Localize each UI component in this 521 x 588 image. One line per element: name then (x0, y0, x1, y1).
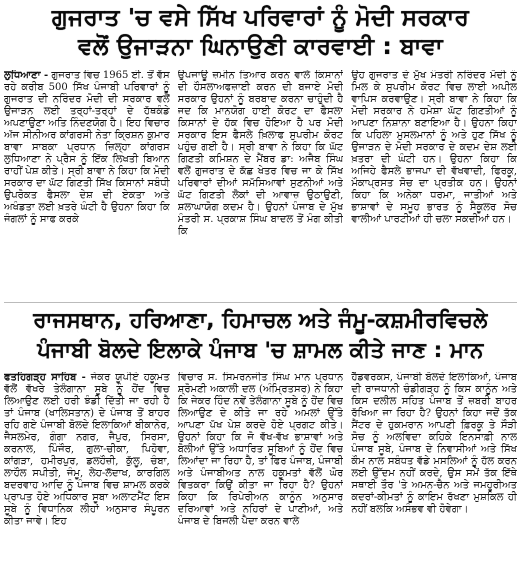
article1-body (4, 70, 517, 300)
article1-headline-line1: ਗੁਜਰਾਤ 'ਚ ਵਸੇ ਸਿੱਖ ਪਰਿਵਾਰਾਂ ਨੂੰ ਮੋਦੀ ਸਰਕਾਰ (51, 5, 470, 31)
article1-col3-text: ਉਹ ਗੁਜਰਾਤ ਦੇ ਮੁੱਖ ਮੰਤਰੀ ਨਰਿੰਦਰ ਮੋਦੀ ਨੂੰ ਮਿਲ ਕੇ ਸੁਪਰੀਮ ਕੋਰਟ ਵਿਚ ਲਾਈ ਅਪੀਲ ਵਾਪਿਸ ਕਰਵਾਉਣ। ਸ੍ਰੀ ਬਾਵਾ ਨੇ ਕਿਹਾ ਕਿ ਮੋਦੀ ਸਰਕਾਰ ਨੇ ਹਮੇਸ਼ਾ ਘੱਟ ਗਿਣਤੀਆਂ ਨੂੰ ਆਪਣਾ ਨਿਸ਼ਾਨਾ ਬਣਾਇਆ ਹੈ। ਉਹਨਾ ਕਿਹਾ ਕਿ ਪਹਿਲਾ ਮੁਸਲਮਾਨਾਂ ਨੂੰ ਅਤੇ ਹੁਣ ਸਿੱਖ ਨੂੰ ਉਜਾੜਨ ਦੇ ਮੋਦੀ ਸਰਕਾਰ ਦੇ ਕਦਮ ਦੇਸ਼ ਲਈ ਖ਼ਤਰਾ ਦੀ ਘੰਟੀ ਹਨ। ਉਹਨਾ ਕਿਹਾ ਕਿ ਅਜਿਹੇ ਫੈਸਲੇ ਭਾਜਪਾ ਦੀ ਵੱਖਵਾਦੀ, ਫਿਰਕੂ, ਮੌਕਾਪ੍ਰਸਤ ਸੋਚ ਦਾ ਪ੍ਰਤੀਕ ਹਨ। ਉਹਨਾਂ ਕਿਹਾ ਕਿ ਅਨੇਕਾ ਧਰਮਾ, ਜਾਤੀਆਂ ਅਤੇ ਭਾਸ਼ਾਵਾਂ ਦੇ ਸਮੂਹ ਭਾਰਤ ਨੂੰ ਸੈਕੂਲਰ ਸੋਚ ਵਾਲੀਆਂ ਪਾਰਟੀਆਂ ਹੀ ਚਲਾ ਸਕਦੀਆਂ ਹਨ। (351, 70, 518, 225)
article1-col1-text: ਗੁਜਰਾਤ ਵਿਚ 1965 ਈ. ਤੋਂ ਵੱਸ ਰਹੇ ਕਰੀਬ 500 ਸਿੱਖ ਪੰਜਾਬੀ ਪਰਿਵਾਰਾਂ ਨੂੰ ਗੁਜਰਾਤ ਦੀ ਨਰਿੰਦਰ ਮੋਦੀ ਦੀ ਸਰਕਾਰ ਵਲੋਂ ਉਜਾੜਨ ਲਈ ਤਰ੍ਹਾਂ-ਤਰ੍ਹਾਂ ਦੇ ਹੱਥਕੰਡੇ ਅਪਣਾਉਣਾ ਅਤਿ ਨਿੰਦਣਯੋਗ ਹੈ। ਇਹ ਵਿਚਾਰ ਅੱਜ ਸੀਨੀਅਰ ਕਾਂਗਰਸੀ ਨੇਤਾ ਕ੍ਰਿਸ਼ਨ ਕੁਮਾਰ ਬਾਵਾ ਸਾਬਕਾ ਪ੍ਰਧਾਨ ਜ਼ਿਲ੍ਹਾ ਕਾਂਗਰਸ ਲੁਧਿਆਣਾ ਨੇ ਪ੍ਰੈਸ ਨੂੰ ਇੱਕ ਲਿਖਤੀ ਬਿਆਨ ਰਾਹੀਂ ਪੇਸ਼ ਕੀਤੇ। ਸ੍ਰੀ ਬਾਵਾ ਨੇ ਕਿਹਾ ਕਿ ਮੋਦੀ ਸਰਕਾਰ ਦਾ ਘੱਟ ਗਿਣਤੀ ਸਿੱਖ ਕਿਸਾਨਾਂ ਸਬੰਧੀ ਉਪਰੋਕਤ ਫੈਸਲਾ ਦੇਸ਼ ਦੀ ਏਕਤਾ ਅਤੇ ਅਖੰਡਤਾ ਲਈ ਖ਼ਤਰੇ ਘੰਟੀ ਹੈ ਉਹਨਾ ਕਿਹਾ ਕਿ ਜੰਗਲਾਂ ਨੂੰ ਸਾਫ ਕਰਕੇ (4, 70, 170, 225)
article2-column-3 (351, 372, 517, 584)
article2-col3-text: ਹੈੱਡਵਰਕਸ, ਪੰਜਾਬੀ ਬੋਲਦੇ ਇਲਾਕਿਆਂ, ਪੰਜਾਬ ਦੀ ਰਾਜਧਾਨੀ ਚੰਡੀਗੜ੍ਹ ਨੂੰ ਕਿਸ ਕਾਨੂੰਨ ਅਤੇ ਕਿਸ ਦਲੀਲ ਸਹਿਤ ਪੰਜਾਬ ਤੋਂ ਜ਼ਬਰੀ ਬਾਹਰ ਰੱਖਿਆ ਜਾ ਰਿਹਾ ਹੈ? ਉਹਨਾਂ ਕਿਹਾ ਜਦੋਂ ਤੱਕ ਸੈਂਟਰ ਦੇ ਹੁਕਮਰਾਨ ਆਪਣੀ ਫ਼ਿਰਕੂ ਤੇ ਸੌੜੀ ਸੋਚ ਨੂੰ ਅਲਵਿਦਾ ਕਹਿਕੇ ਇਨਸਾਫ਼ੀ ਨਾਲ ਪੰਜਾਬ ਸੂਬੇ, ਪੰਜਾਬ ਦੇ ਨਿਵਾਸੀਆਂ ਅਤੇ ਸਿੱਖ ਕੌਮ ਨਾਲ ਸਬੰਧਤ ਵੱਡੇ ਮਸਲਿਆਂ ਨੂੰ ਹੱਲ ਕਰਨ ਲਈ ਉੱਦਮ ਨਹੀਂ ਕਰਦੇ, ਉਸ ਸਮੇਂ ਤੱਕ ਇੱਥੇ ਸਥਾਈ ਤੌਰ 'ਤੇ ਅਮਨ-ਚੈਨ ਅਤੇ ਜਮਹੂਰੀਅਤ ਕਦਰਾਂ-ਕੀਮਤਾਂ ਨੂੰ ਕਾਇਮ ਰੱਖਣਾ ਮੁਸ਼ਕਿਲ ਹੀ ਨਹੀਂ ਬਲਕਿ ਅਸੰਭਵ ਵੀ ਹੋਵੇਗਾ। (351, 372, 518, 515)
article2-body (4, 372, 517, 584)
article2-col2-text: ਵਿਚਾਰ ਸ. ਸਿਮਰਨਜੀਤ ਸਿੰਘ ਮਾਨ ਪ੍ਰਧਾਨ ਸ਼੍ਰੋਮਣੀ ਅਕਾਲੀ ਦਲ (ਅੰਮ੍ਰਿਤਸਰ) ਨੇ ਕਿਹਾ ਕਿ ਜੇਕਰ ਹਿੰਦ ਨਵੇਂ ਤੇਲੰਗਾਨਾ ਸੂਬੇ ਨੂੰ ਹੋਂਦ ਵਿਚ ਲਿਆਉਣ ਦੇ ਕੀਤੇ ਜਾ ਰਹੇ ਅਮਲਾਂ ਉੱਤੇ ਆਪਣਾ ਪੱਖ ਪੇਸ਼ ਕਰਦੇ ਹੋਏ ਪ੍ਰਗਟ ਕੀਤੇ। ਉਹਨਾਂ ਕਿਹਾ ਕਿ ਜੋ ਵੱਖ-ਵੱਖ ਭਾਸ਼ਾਵਾਂ ਅਤੇ ਬੋਲੀਆਂ ਉੱਤੇ ਅਧਾਰਿਤ ਸੂਬਿਆਂ ਨੂੰ ਹੋਂਦ ਵਿਚ ਲਿਆਂਦਾ ਜਾ ਰਿਹਾ ਹੈ, ਤਾਂ ਫਿਰ ਪੰਜਾਬ, ਪੰਜਾਬੀ ਅਤੇ ਪੰਜਾਬੀਅਤ ਨਾਲ ਹਕੂਮਤਾਂ ਵੱਲੋਂ ਘੋਰ ਵਿਤਕਰਾ ਕਿਉਂ ਕੀਤਾ ਜਾ ਰਿਹਾ ਹੈ? ਉਹਨਾਂ ਕਿਹਾ ਕਿ ਰਿਪੇਰੀਅਨ ਕਾਨੂੰਨ ਅਨੁਸਾਰ ਦਰਿਆਵਾਂ ਅਤੇ ਨਹਿਰਾਂ ਦੇ ਪਾਣੀਆਂ, ਅਤੇ ਪੰਜਾਬ ਦੇ ਬਿਜਲੀ ਪੈਦਾ ਕਰਨ ਵਾਲੇ (177, 372, 344, 527)
article1-col2-text: ਉਪਜਾਊ ਜ਼ਮੀਨ ਤਿਆਰ ਕਰਨ ਵਾਲੇ ਕਿਸਾਨਾਂ ਦੀ ਹੌਸਲਾਅਫਜ਼ਾਈ ਕਰਨ ਦੀ ਬਜਾਏ ਮੋਦੀ ਸਰਕਾਰ ਉਹਨਾਂ ਨੂੰ ਬਰਬਾਦ ਕਰਨਾ ਚਾਹੁੰਦੀ ਹੈ ਜਦ ਕਿ ਮਾਨਯੋਗ ਹਾਈ ਕੋਰਟ ਦਾ ਫੈਸਲਾ ਕਿਸਾਨਾਂ ਦੇ ਹੱਕ ਵਿਚ ਹੋਇਆ ਹੈ ਪਰ ਮੋਦੀ ਸਰਕਾਰ ਇਸ ਫੈਸਲੇ ਖ਼ਿਲਾਫ ਸੁਪਰੀਮ ਕੋਰਟ ਪਹੁੰਚ ਗਈ ਹੈ। ਸ੍ਰੀ ਬਾਵਾ ਨੇ ਕਿਹਾ ਕਿ ਘੱਟ ਗਿਣਤੀ ਕਮਿਸ਼ਨ ਦੇ ਮੈਂਬਰ ਡਾ: ਅਜੈਬ ਸਿੰਘ ਵਲੋਂ ਗੁਜਰਾਤ ਦੇ ਕੱਛ ਖੇਤਰ ਵਿਚ ਜਾ ਕੇ ਸਿੱਖ ਪਰਿਵਾਰਾਂ ਦੀਆਂ ਸਮੱਸਿਆਵਾਂ ਸੁਣਨੀਆਂ ਅਤੇ ਘੱਟ ਗਿਣਤੀ ਲੋਕਾਂ ਦੀ ਆਵਾਜ਼ ਉਠਾਉਣੀ, ਸ਼ਲਾਘਾਯੋਗ ਕਦਮ ਹੈ। ਉਹਨਾਂ ਪੰਜਾਬ ਦੇ ਮੁੱਖ ਮੰਤਰੀ ਸ. ਪ੍ਰਕਾਸ਼ ਸਿੰਘ ਬਾਦਲ ਤੋਂ ਮੰਗ ਕੀਤੀ ਕਿ (177, 70, 344, 237)
article2-dateline: ਫਤਹਿਗੜ੍ਹ ਸਾਹਿਬ - (4, 372, 86, 383)
article1-headline-line2: ਵਲੋਂ ਉਜਾੜਨਾ ਘਿਨਾਉਣੀ ਕਾਰਵਾਈ : ਬਾਵਾ (78, 34, 443, 60)
article1-dateline: ਲੁਧਿਆਣਾ - (4, 70, 49, 81)
article2-col1-text: ਜੇਕਰ ਯੂਪੀਏ ਹਕੂਮਤ ਵੱਲੋਂ ਵੱਖਰੇ ਤੇਲੰਗਾਨਾ ਸੂਬੇ ਨੂੰ ਹੋਂਦ ਵਿਚ ਲਿਆਉਣ ਲਈ ਹਰੀ ਝੰਡੀ ਦਿੱਤੀ ਜਾ ਰਹੀ ਹੈ ਤਾਂ ਪੰਜਾਬ (ਖਾਲਿਸਤਾਨ) ਦੇ ਪੰਜਾਬ ਤੋਂ ਬਾਹਰ ਰਹਿ ਗਏ ਪੰਜਾਬੀ ਬੋਲਦੇ ਇਲਾਕਿਆਂ ਬੀਕਾਨੇਰ, ਜੈਸਲਮੇਰ, ਗੰਗਾ ਨਗਰ, ਜੈਪੁਰ, ਸਿਰਸਾ, ਕਰਨਾਲ, ਪਿੰਜੌਰ, ਗੁਲਾ-ਚੀਕਾ, ਪਿਹੋਵਾ, ਕਾਂਗੜਾ, ਹਮੀਰਪੁਰ, ਡਲਹੌਜ਼ੀ, ਕੁੱਲੂ, ਚੰਬਾ, ਲਾਹੌਲ ਸਪੀਤੀ, ਜੰਮੂ, ਲੇਹ-ਲੱਦਾਖ, ਕਾਰਗਿਲ ਬਦਰਵਾਹ ਆਦਿ ਨੂੰ ਪੰਜਾਬ ਵਿਚ ਸ਼ਾਮਲ ਕਰਕੇ ਪ੍ਰਾਪਤ ਹੋਏ ਅਧਿਕਾਰ ਸੂਬਾ ਅਲਾਟਮੈਂਟ ਇਸ ਸੂਬੇ ਨੂੰ ਵਿਧਾਨਿਕ ਲੀਹਾਂ ਅਨੁਸਾਰ ਸੰਪੂਰਨ ਕੀਤਾ ਜਾਵੇ। ਇਹ (4, 372, 170, 527)
article1-column-1 (4, 70, 170, 300)
article2-headline-line2: ਪੰਜਾਬੀ ਬੋਲਦੇ ਇਲਾਕੇ ਪੰਜਾਬ 'ਚ ਸ਼ਾਮਲ ਕੀਤੇ ਜਾਣ : ਮਾਨ (37, 338, 484, 362)
article-divider (4, 302, 517, 303)
article2-column-1 (4, 372, 170, 584)
article1-column-2 (178, 70, 344, 300)
article2-headline-line1: ਰਾਜਸਥਾਨ, ਹਰਿਆਣਾ, ਹਿਮਾਚਲ ਅਤੇ ਜੰਮੂ-ਕਸ਼ਮੀਰਵਿਚਲੇ (33, 308, 488, 332)
article2-column-2 (178, 372, 344, 584)
article1-column-3 (351, 70, 517, 300)
